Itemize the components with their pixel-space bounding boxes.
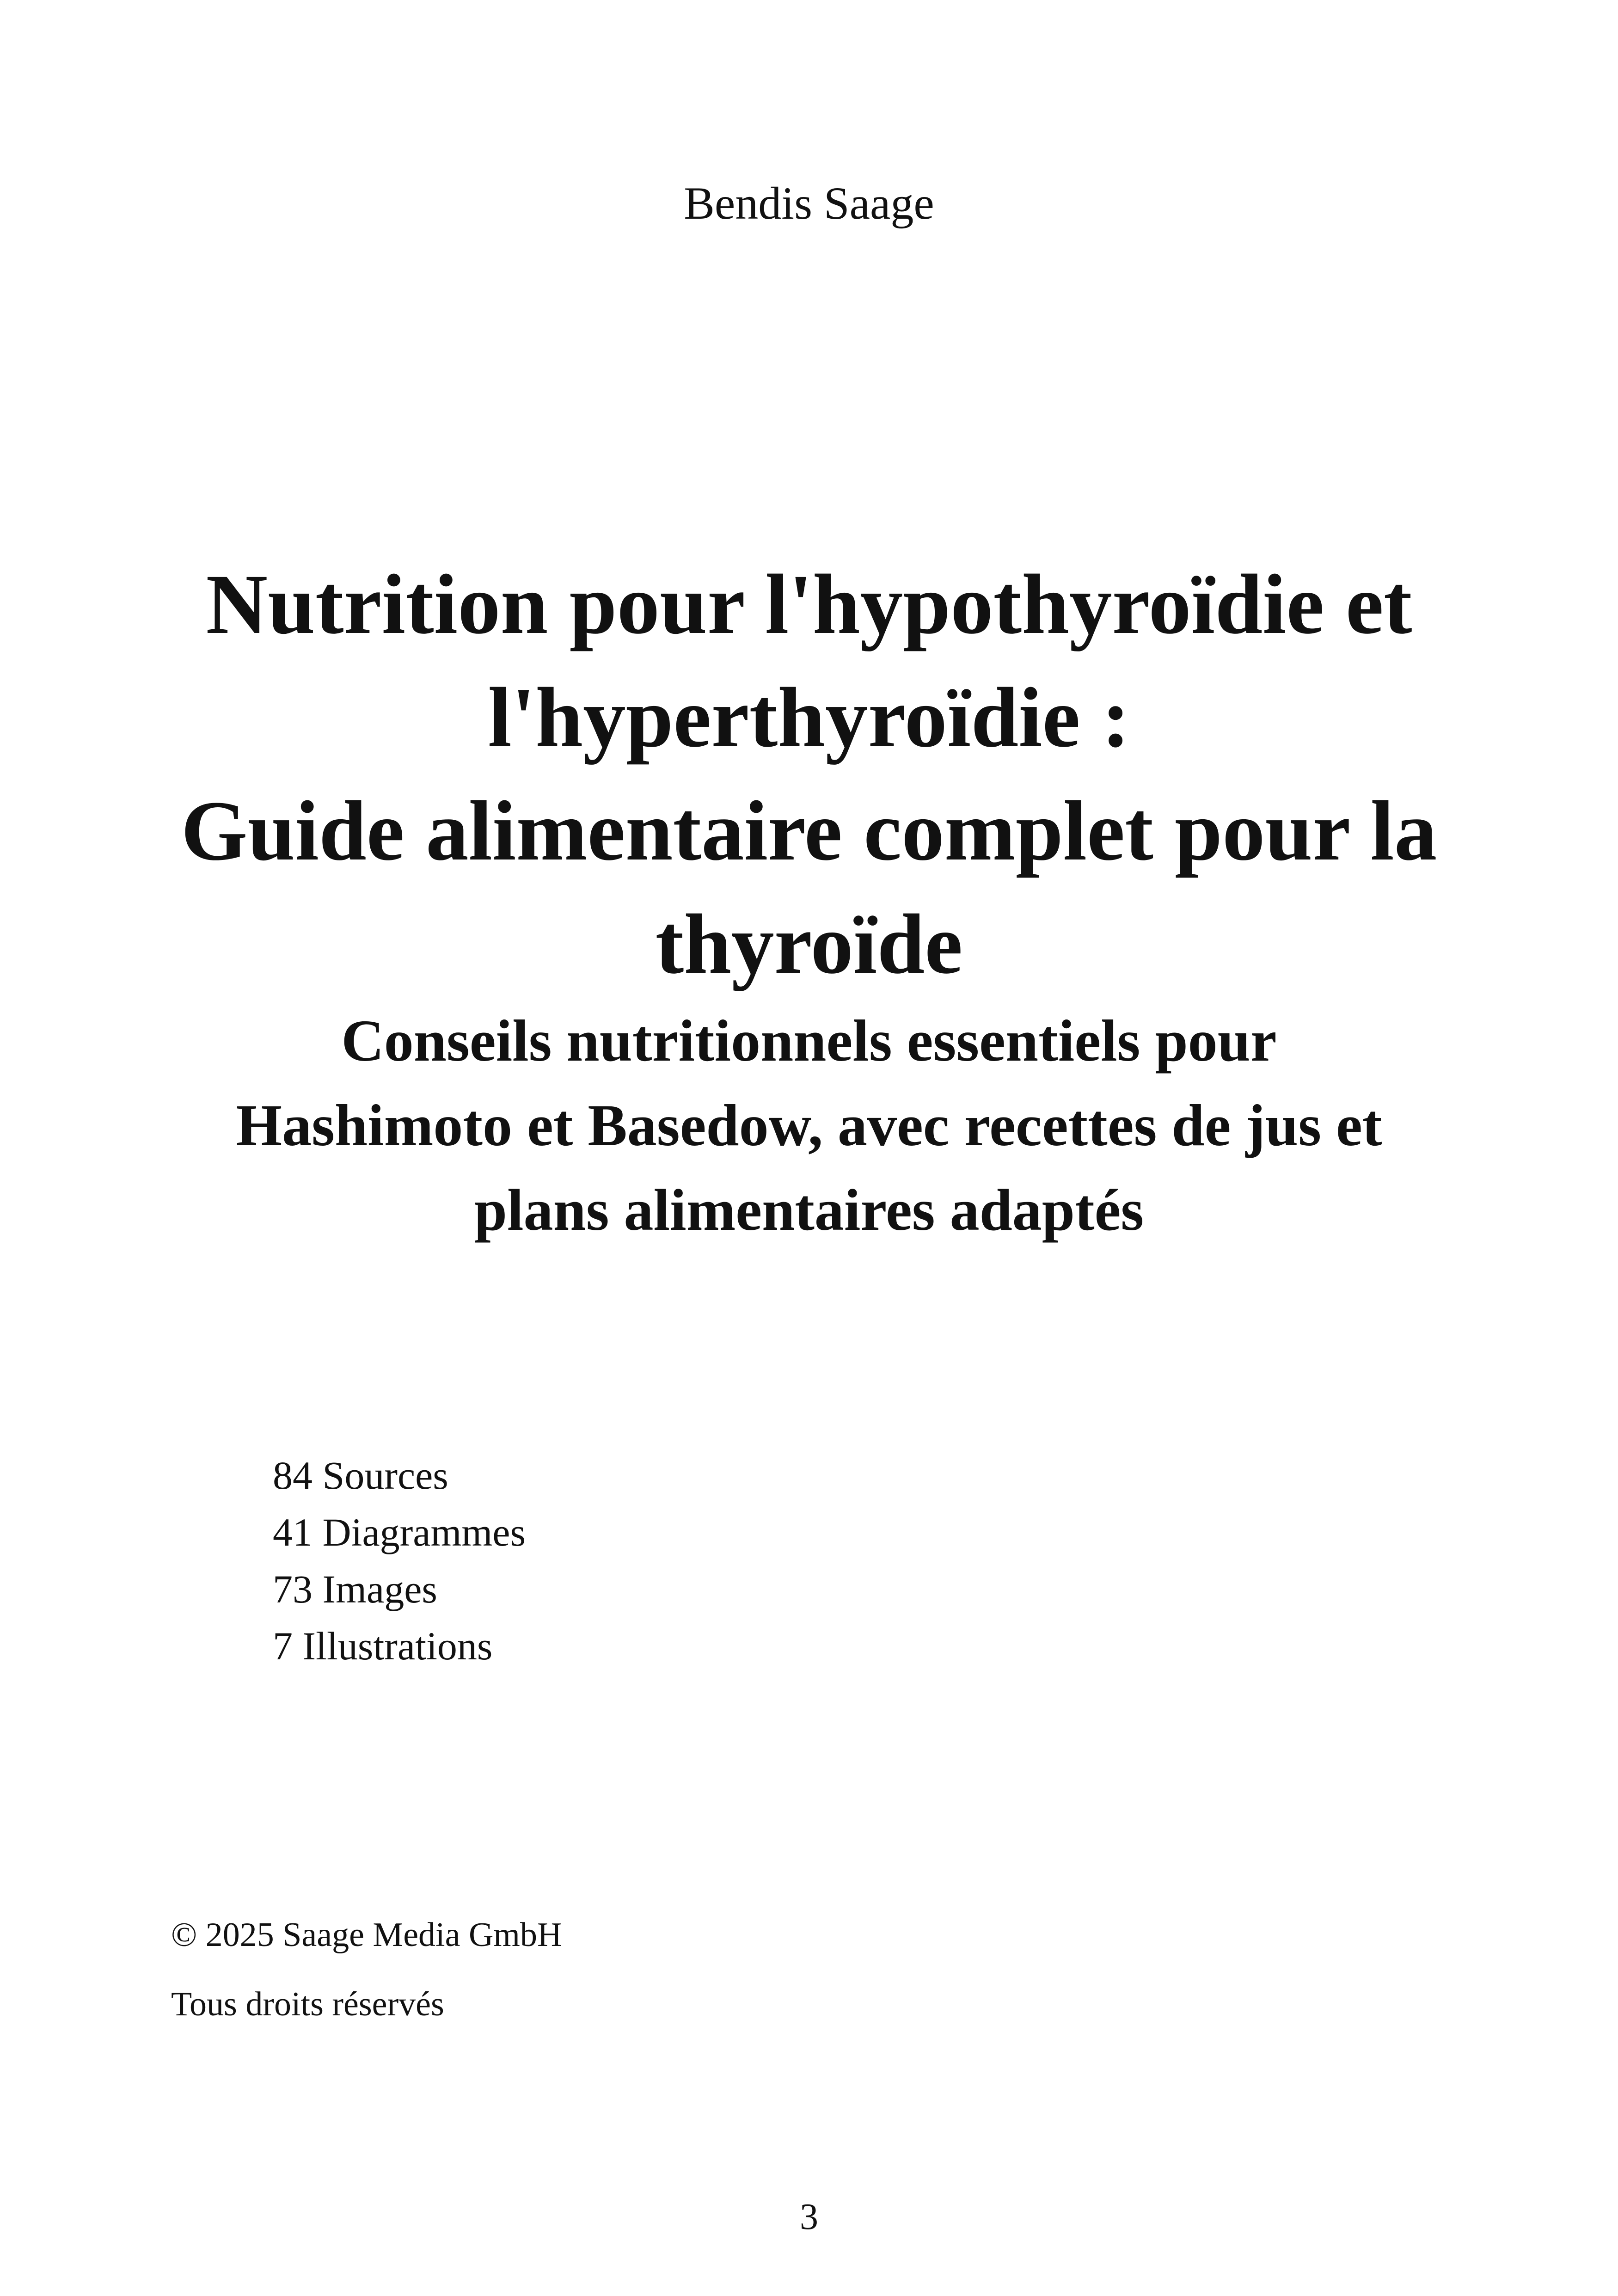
title-line: Nutrition pour l'hypothyroïdie et <box>206 557 1412 652</box>
book-subtitle <box>92 999 1526 1252</box>
copyright-notice: © 2025 Saage Media GmbH <box>171 1916 562 1954</box>
page-number: 3 <box>800 2197 818 2237</box>
stat-diagrams: 41 Diagrammes <box>273 1510 526 1554</box>
stat-sources: 84 Sources <box>273 1453 448 1498</box>
content-stats-list <box>273 1447 526 1675</box>
subtitle-line: Conseils nutritionnels essentiels pour <box>341 1008 1277 1074</box>
stat-images: 73 Images <box>273 1567 437 1611</box>
rights-notice: Tous droits réservés <box>171 1985 444 2023</box>
subtitle-line: Hashimoto et Basedow, avec recettes de jus et <box>236 1093 1382 1158</box>
title-line: l'hyperthyroïdie : <box>488 670 1130 765</box>
title-line: thyroïde <box>655 897 963 992</box>
stat-illustrations: 7 Illustrations <box>273 1624 493 1668</box>
title-line: Guide alimentaire complet pour la <box>181 784 1437 878</box>
author-name: Bendis Saage <box>684 178 934 229</box>
subtitle-line: plans alimentaires adaptés <box>474 1177 1144 1243</box>
book-title <box>92 548 1526 1001</box>
